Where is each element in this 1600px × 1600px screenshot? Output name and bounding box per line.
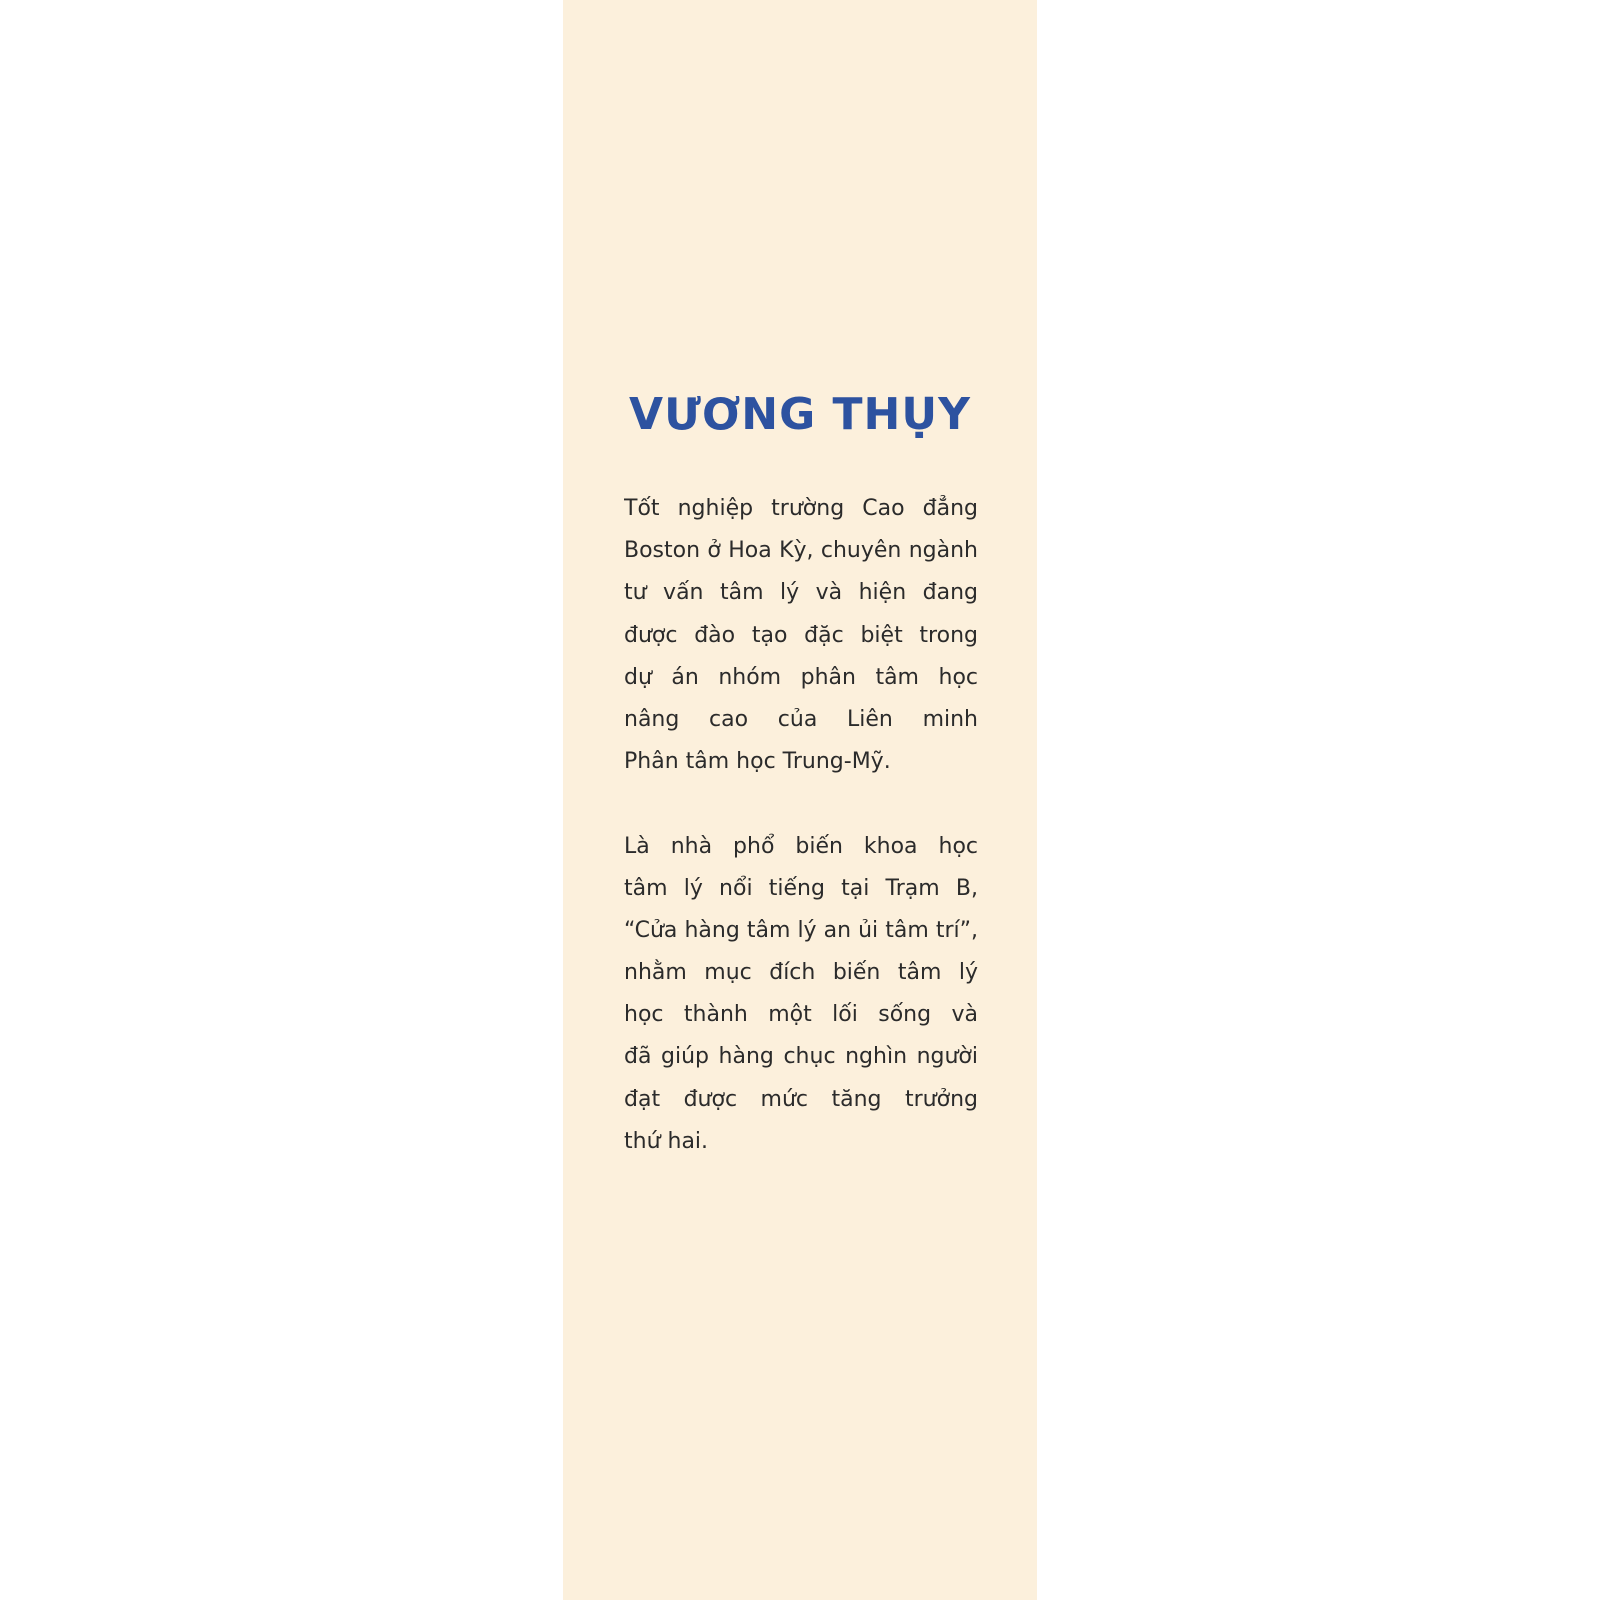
bio-line: được đào tạo đặc biệt trong — [624, 622, 978, 648]
paragraph-spacer — [624, 783, 978, 825]
bio-line: nâng cao của Liên minh — [624, 706, 978, 732]
bio-paragraph-1 — [624, 488, 978, 783]
bio-line: dự án nhóm phân tâm học — [624, 664, 978, 690]
bio-line: thứ hai. — [624, 1128, 709, 1154]
book-flap-panel — [563, 0, 1037, 1600]
bio-paragraph-2 — [624, 826, 978, 1164]
bio-line: tư vấn tâm lý và hiện đang — [624, 580, 978, 606]
bio-line: Tốt nghiệp trường Cao đẳng — [624, 496, 978, 521]
bio-line: học thành một lối sống và — [624, 1002, 978, 1028]
bio-line: đã giúp hàng chục nghìn người — [624, 1044, 978, 1070]
bio-line: Là nhà phổ biến khoa học — [624, 833, 978, 859]
bio-line: tâm lý nổi tiếng tại Trạm B, — [624, 875, 978, 901]
bio-line: đạt được mức tăng trưởng — [624, 1086, 978, 1112]
author-bio — [624, 488, 978, 1163]
bio-line: nhằm mục đích biến tâm lý — [624, 960, 978, 986]
author-name: VƯƠNG THỤY — [629, 389, 971, 440]
bio-line: “Cửa hàng tâm lý an ủi tâm trí”, — [624, 917, 978, 943]
bio-line: Boston ở Hoa Kỳ, chuyên ngành — [624, 538, 978, 564]
bio-line: Phân tâm học Trung-Mỹ. — [624, 749, 891, 775]
